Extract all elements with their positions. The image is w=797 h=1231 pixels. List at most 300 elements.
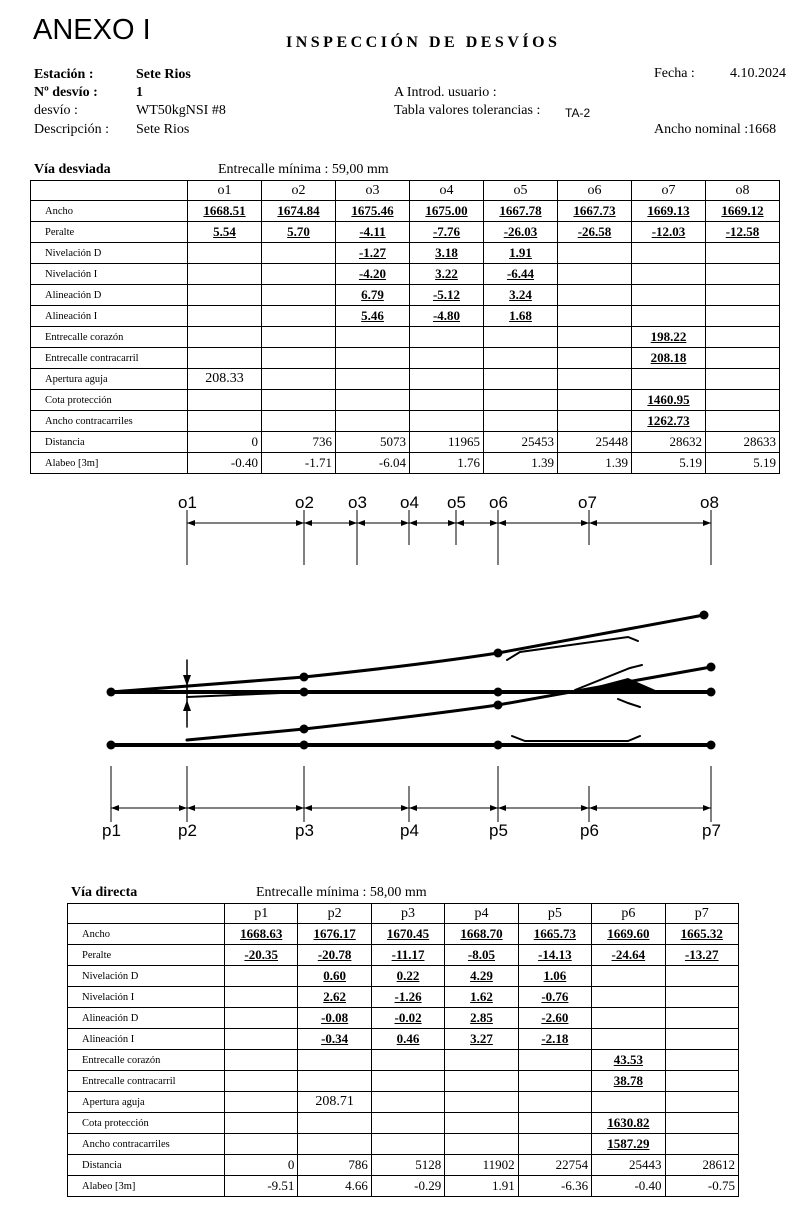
table-cell	[665, 987, 738, 1008]
table-cell	[298, 1113, 371, 1134]
desvio-value: WT50kgNSI #8	[136, 103, 226, 118]
table-cell	[632, 306, 706, 327]
table-cell: 3.24	[484, 285, 558, 306]
table-cell	[225, 1050, 298, 1071]
table-cell: 208.33	[188, 369, 262, 390]
table-cell	[336, 327, 410, 348]
table-cell	[592, 1092, 665, 1113]
table-cell: 1667.78	[484, 201, 558, 222]
table-cell	[632, 243, 706, 264]
diagram-label-p2: p2	[178, 821, 197, 840]
row-label: Nivelación D	[68, 966, 225, 987]
table-cell: 6.79	[336, 285, 410, 306]
table-cell	[262, 285, 336, 306]
diagram-label-p4: p4	[400, 821, 419, 840]
row-label: Cota protección	[31, 390, 188, 411]
table-cell	[445, 1113, 518, 1134]
table-cell	[262, 306, 336, 327]
table-cell	[445, 1071, 518, 1092]
table-cell	[262, 327, 336, 348]
table-cell: 1669.12	[706, 201, 780, 222]
desviada-entrecalle-minima: Entrecalle mínima : 59,00 mm	[218, 162, 389, 177]
table-cell	[225, 1008, 298, 1029]
table-cell: -4.11	[336, 222, 410, 243]
column-header: o7	[632, 181, 706, 201]
table-cell	[518, 1113, 591, 1134]
directa-table	[67, 903, 739, 1197]
table-row	[31, 411, 780, 432]
table-cell: 38.78	[592, 1071, 665, 1092]
table-cell: -24.64	[592, 945, 665, 966]
row-label: Alabeo [3m]	[68, 1176, 225, 1197]
table-cell	[706, 327, 780, 348]
table-cell: 1.62	[445, 987, 518, 1008]
table-cell	[706, 264, 780, 285]
table-cell	[665, 1092, 738, 1113]
table-cell: 25453	[484, 432, 558, 453]
table-row	[31, 390, 780, 411]
descripcion-value: Sete Rios	[136, 122, 190, 137]
table-cell	[336, 369, 410, 390]
table-cell: 198.22	[632, 327, 706, 348]
table-cell: 1670.45	[371, 924, 444, 945]
table-row	[68, 1092, 739, 1113]
diagram-label-o6: o6	[489, 493, 508, 512]
table-cell	[336, 390, 410, 411]
table-cell: 0.46	[371, 1029, 444, 1050]
table-cell: 1674.84	[262, 201, 336, 222]
table-cell: -20.35	[225, 945, 298, 966]
column-header: o8	[706, 181, 780, 201]
column-header: p5	[518, 904, 591, 924]
table-cell	[410, 348, 484, 369]
diagram-label-o8: o8	[700, 493, 719, 512]
table-cell	[558, 285, 632, 306]
table-cell	[445, 1050, 518, 1071]
table-cell: -0.34	[298, 1029, 371, 1050]
column-header: p6	[592, 904, 665, 924]
table-cell	[371, 1050, 444, 1071]
table-cell	[665, 1008, 738, 1029]
table-cell: 5.54	[188, 222, 262, 243]
table-cell	[558, 390, 632, 411]
row-label: Entrecalle contracarril	[68, 1071, 225, 1092]
table-cell	[518, 1134, 591, 1155]
table-cell	[518, 1071, 591, 1092]
turnout-diagram	[0, 485, 797, 855]
annex-title: ANEXO I	[33, 14, 151, 46]
table-cell	[592, 1008, 665, 1029]
table-cell	[298, 1071, 371, 1092]
table-cell	[706, 390, 780, 411]
table-cell: 1665.73	[518, 924, 591, 945]
table-cell: 1262.73	[632, 411, 706, 432]
table-cell	[188, 348, 262, 369]
table-cell: 5128	[371, 1155, 444, 1176]
table-cell	[410, 411, 484, 432]
table-cell: 1630.82	[592, 1113, 665, 1134]
row-label: Nivelación I	[31, 264, 188, 285]
table-cell	[262, 243, 336, 264]
table-row	[68, 1113, 739, 1134]
table-cell	[632, 369, 706, 390]
table-cell: 1675.46	[336, 201, 410, 222]
table-cell	[665, 1071, 738, 1092]
table-cell: -4.80	[410, 306, 484, 327]
table-cell: 4.66	[298, 1176, 371, 1197]
table-cell: 1676.17	[298, 924, 371, 945]
table-cell	[188, 264, 262, 285]
table-cell: -26.03	[484, 222, 558, 243]
table-cell: 0	[188, 432, 262, 453]
table-cell: 1668.70	[445, 924, 518, 945]
table-cell: -4.20	[336, 264, 410, 285]
table-cell	[558, 348, 632, 369]
table-row	[68, 1134, 739, 1155]
table-row	[31, 201, 780, 222]
table-cell	[298, 1134, 371, 1155]
table-cell: -12.03	[632, 222, 706, 243]
page-title: INSPECCIÓN DE DESVÍOS	[286, 34, 561, 51]
table-row	[68, 987, 739, 1008]
diagram-label-o1: o1	[178, 493, 197, 512]
table-cell	[665, 1134, 738, 1155]
table-cell: -1.27	[336, 243, 410, 264]
table-cell	[262, 390, 336, 411]
table-cell	[518, 1050, 591, 1071]
table-cell: 1675.00	[410, 201, 484, 222]
table-cell: -8.05	[445, 945, 518, 966]
row-label: Peralte	[31, 222, 188, 243]
table-cell	[225, 1092, 298, 1113]
table-cell	[188, 306, 262, 327]
table-cell	[262, 348, 336, 369]
table-cell	[410, 369, 484, 390]
table-cell: -26.58	[558, 222, 632, 243]
diagram-label-p6: p6	[580, 821, 599, 840]
table-cell	[484, 390, 558, 411]
table-cell	[665, 1029, 738, 1050]
table-cell: 1587.29	[592, 1134, 665, 1155]
diagram-label-o7: o7	[578, 493, 597, 512]
table-cell	[445, 1134, 518, 1155]
table-cell	[706, 369, 780, 390]
row-label: Distancia	[68, 1155, 225, 1176]
table-cell: -0.76	[518, 987, 591, 1008]
row-label: Alineación I	[31, 306, 188, 327]
table-cell	[410, 390, 484, 411]
table-cell	[262, 411, 336, 432]
table-corner	[68, 904, 225, 924]
table-cell	[410, 327, 484, 348]
fecha-label: Fecha :	[654, 66, 695, 81]
table-cell: 1.68	[484, 306, 558, 327]
table-cell: -5.12	[410, 285, 484, 306]
table-cell	[225, 966, 298, 987]
table-cell: 11965	[410, 432, 484, 453]
table-cell: 25448	[558, 432, 632, 453]
descripcion-label: Descripción :	[34, 122, 110, 137]
table-cell: 1.39	[484, 453, 558, 474]
table-cell: -1.71	[262, 453, 336, 474]
table-cell	[484, 411, 558, 432]
row-label: Alineación D	[68, 1008, 225, 1029]
table-cell	[484, 348, 558, 369]
table-cell	[225, 1134, 298, 1155]
table-cell: 1669.60	[592, 924, 665, 945]
table-cell	[706, 348, 780, 369]
column-header: p2	[298, 904, 371, 924]
table-cell	[665, 1113, 738, 1134]
row-label: Alineación D	[31, 285, 188, 306]
table-row	[68, 1071, 739, 1092]
desviada-section-title: Vía desviada	[34, 162, 111, 177]
table-cell: 28633	[706, 432, 780, 453]
table-cell: 0.22	[371, 966, 444, 987]
table-cell	[225, 1029, 298, 1050]
row-label: Cota protección	[68, 1113, 225, 1134]
table-cell	[262, 369, 336, 390]
table-cell	[706, 285, 780, 306]
table-cell	[706, 306, 780, 327]
table-cell	[558, 264, 632, 285]
table-cell: -11.17	[371, 945, 444, 966]
table-cell	[371, 1071, 444, 1092]
fecha-value: 4.10.2024	[730, 66, 786, 81]
table-cell	[558, 243, 632, 264]
column-header: o6	[558, 181, 632, 201]
table-cell: 3.22	[410, 264, 484, 285]
row-label: Nivelación I	[68, 987, 225, 1008]
directa-section-title: Vía directa	[71, 885, 138, 900]
table-cell	[188, 390, 262, 411]
table-cell	[706, 411, 780, 432]
tabla-tolerancias-label: Tabla valores tolerancias :	[394, 103, 541, 118]
table-cell: 5073	[336, 432, 410, 453]
table-cell	[484, 327, 558, 348]
table-cell: 208.18	[632, 348, 706, 369]
diagram-label-o4: o4	[400, 493, 419, 512]
table-cell: 11902	[445, 1155, 518, 1176]
table-cell: 1.91	[445, 1176, 518, 1197]
table-cell: 22754	[518, 1155, 591, 1176]
desviada-table	[30, 180, 780, 474]
row-label: Alabeo [3m]	[31, 453, 188, 474]
row-label: Apertura aguja	[68, 1092, 225, 1113]
table-cell	[558, 327, 632, 348]
table-cell	[371, 1134, 444, 1155]
table-cell: 5.19	[632, 453, 706, 474]
table-corner	[31, 181, 188, 201]
diagram-label-p3: p3	[295, 821, 314, 840]
row-label: Entrecalle contracarril	[31, 348, 188, 369]
column-header: p4	[445, 904, 518, 924]
table-row	[68, 1008, 739, 1029]
ndesvio-label: Nº desvío :	[34, 85, 98, 100]
table-cell	[336, 411, 410, 432]
table-row	[31, 264, 780, 285]
row-label: Distancia	[31, 432, 188, 453]
diagram-label-o5: o5	[447, 493, 466, 512]
row-label: Nivelación D	[31, 243, 188, 264]
table-cell: 1.91	[484, 243, 558, 264]
row-label: Ancho contracarriles	[68, 1134, 225, 1155]
table-cell: -6.44	[484, 264, 558, 285]
table-cell: 28612	[665, 1155, 738, 1176]
row-label: Peralte	[68, 945, 225, 966]
table-cell: 1.39	[558, 453, 632, 474]
table-cell	[445, 1092, 518, 1113]
table-cell: 208.71	[298, 1092, 371, 1113]
table-cell: 1.76	[410, 453, 484, 474]
table-row	[31, 243, 780, 264]
table-cell: 1460.95	[632, 390, 706, 411]
diagram-label-o2: o2	[295, 493, 314, 512]
table-cell: -2.60	[518, 1008, 591, 1029]
table-cell	[592, 987, 665, 1008]
row-label: Entrecalle corazón	[68, 1050, 225, 1071]
table-row	[68, 1029, 739, 1050]
table-cell	[632, 285, 706, 306]
table-cell: 1668.51	[188, 201, 262, 222]
table-cell	[558, 306, 632, 327]
table-cell: 1.06	[518, 966, 591, 987]
ndesvio-value: 1	[136, 85, 143, 100]
table-cell: 1667.73	[558, 201, 632, 222]
table-row	[68, 945, 739, 966]
table-row	[68, 1155, 739, 1176]
table-cell: 5.19	[706, 453, 780, 474]
table-row	[68, 1176, 739, 1197]
table-cell: 5.70	[262, 222, 336, 243]
table-cell: -2.18	[518, 1029, 591, 1050]
table-cell	[632, 264, 706, 285]
row-label: Apertura aguja	[31, 369, 188, 390]
table-cell: 2.85	[445, 1008, 518, 1029]
desvio-label: desvío :	[34, 103, 78, 118]
table-row	[31, 369, 780, 390]
table-cell: -13.27	[665, 945, 738, 966]
column-header: p1	[225, 904, 298, 924]
ancho-nominal: Ancho nominal :1668	[654, 122, 777, 137]
table-cell: 736	[262, 432, 336, 453]
table-row	[31, 222, 780, 243]
column-header: o5	[484, 181, 558, 201]
table-cell: 0	[225, 1155, 298, 1176]
row-label: Alineación I	[68, 1029, 225, 1050]
table-cell	[188, 285, 262, 306]
table-cell	[225, 1113, 298, 1134]
table-cell	[484, 369, 558, 390]
column-header: o4	[410, 181, 484, 201]
table-cell	[298, 1050, 371, 1071]
table-cell	[558, 369, 632, 390]
table-row	[31, 432, 780, 453]
table-cell: -0.75	[665, 1176, 738, 1197]
table-cell: 5.46	[336, 306, 410, 327]
row-label: Ancho contracarriles	[31, 411, 188, 432]
table-cell	[225, 1071, 298, 1092]
table-cell: -1.26	[371, 987, 444, 1008]
table-cell: -6.36	[518, 1176, 591, 1197]
table-cell: 1665.32	[665, 924, 738, 945]
table-row	[31, 348, 780, 369]
table-row	[31, 453, 780, 474]
table-cell	[558, 411, 632, 432]
table-cell: -12.58	[706, 222, 780, 243]
table-cell	[188, 411, 262, 432]
table-cell: 3.18	[410, 243, 484, 264]
table-cell: 4.29	[445, 966, 518, 987]
table-cell	[665, 1050, 738, 1071]
row-label: Ancho	[68, 924, 225, 945]
table-cell	[706, 243, 780, 264]
column-header: o2	[262, 181, 336, 201]
table-cell: -20.78	[298, 945, 371, 966]
table-cell: -0.02	[371, 1008, 444, 1029]
column-header: o1	[188, 181, 262, 201]
tabla-tolerancias-value: TA-2	[565, 106, 591, 120]
diagram-label-p1: p1	[102, 821, 121, 840]
table-cell: -9.51	[225, 1176, 298, 1197]
table-row	[68, 1050, 739, 1071]
table-cell: 43.53	[592, 1050, 665, 1071]
column-header: o3	[336, 181, 410, 201]
table-cell	[225, 987, 298, 1008]
table-cell: 3.27	[445, 1029, 518, 1050]
table-cell	[188, 327, 262, 348]
table-cell: 2.62	[298, 987, 371, 1008]
row-label: Ancho	[31, 201, 188, 222]
diagram-label-o3: o3	[348, 493, 367, 512]
diagram-label-p7: p7	[702, 821, 721, 840]
table-cell: -0.40	[188, 453, 262, 474]
column-header: p3	[371, 904, 444, 924]
column-header: p7	[665, 904, 738, 924]
table-cell: -14.13	[518, 945, 591, 966]
directa-entrecalle-minima: Entrecalle mínima : 58,00 mm	[256, 885, 427, 900]
estacion-value: Sete Rios	[136, 67, 191, 82]
table-cell: 25443	[592, 1155, 665, 1176]
table-row	[31, 285, 780, 306]
table-cell: -6.04	[336, 453, 410, 474]
table-cell: 0.60	[298, 966, 371, 987]
row-label: Entrecalle corazón	[31, 327, 188, 348]
table-cell: 786	[298, 1155, 371, 1176]
table-row	[31, 327, 780, 348]
table-cell	[518, 1092, 591, 1113]
table-cell	[592, 1029, 665, 1050]
table-cell: -7.76	[410, 222, 484, 243]
table-cell	[665, 966, 738, 987]
estacion-label: Estación :	[34, 67, 94, 82]
table-row	[31, 306, 780, 327]
table-cell: 1669.13	[632, 201, 706, 222]
table-cell	[371, 1113, 444, 1134]
table-cell	[371, 1092, 444, 1113]
introd-usuario-label: A Introd. usuario :	[394, 85, 497, 100]
table-cell	[262, 264, 336, 285]
table-cell: -0.08	[298, 1008, 371, 1029]
table-cell: -0.40	[592, 1176, 665, 1197]
table-row	[68, 924, 739, 945]
table-cell: 1668.63	[225, 924, 298, 945]
diagram-label-p5: p5	[489, 821, 508, 840]
table-row	[68, 966, 739, 987]
table-cell	[592, 966, 665, 987]
table-cell: 28632	[632, 432, 706, 453]
table-cell	[188, 243, 262, 264]
